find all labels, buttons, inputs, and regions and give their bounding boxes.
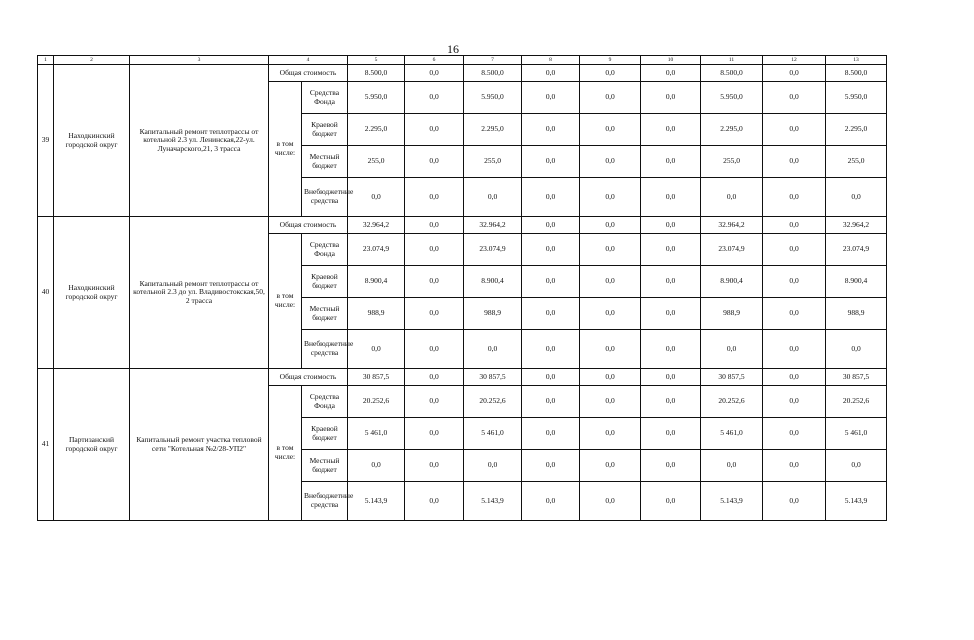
funding-source-label: Краевой бюджет: [302, 114, 348, 146]
column-number: 2: [54, 56, 130, 65]
cost-value-cell: 0,0: [522, 369, 580, 386]
cost-value-cell: 0,0: [522, 65, 580, 82]
cost-value-cell: 0,0: [641, 178, 701, 217]
cost-value-cell: 20.252,6: [348, 386, 405, 418]
cost-value-cell: 0,0: [464, 330, 522, 369]
cost-value-cell: 0,0: [763, 369, 826, 386]
cost-value-cell: 0,0: [580, 418, 641, 450]
cost-value-cell: 5.950,0: [348, 82, 405, 114]
funding-source-label: Внебюджетные средства: [302, 178, 348, 217]
cost-value-cell: 255,0: [348, 146, 405, 178]
cost-value-cell: 0,0: [580, 114, 641, 146]
cost-value-cell: 0,0: [522, 418, 580, 450]
total-cost-row: [38, 65, 974, 82]
cost-value-cell: 5 461,0: [701, 418, 763, 450]
cost-value-cell: 0,0: [405, 65, 464, 82]
cost-value-cell: 0,0: [580, 450, 641, 482]
cost-value-cell: 988,9: [826, 298, 887, 330]
cost-value-cell: 0,0: [641, 217, 701, 234]
cost-value-cell: 0,0: [348, 178, 405, 217]
cost-value-cell: 0,0: [405, 146, 464, 178]
row-number: 41: [38, 369, 54, 521]
cost-value-cell: 2.295,0: [464, 114, 522, 146]
cost-value-cell: 255,0: [701, 146, 763, 178]
cost-value-cell: 0,0: [405, 330, 464, 369]
cost-value-cell: 0,0: [641, 482, 701, 521]
funding-source-label: Местный бюджет: [302, 450, 348, 482]
cost-value-cell: 0,0: [522, 482, 580, 521]
cost-value-cell: 0,0: [641, 114, 701, 146]
cost-value-cell: 5.143,9: [464, 482, 522, 521]
cost-value-cell: 8.900,4: [464, 266, 522, 298]
row-number: 39: [38, 65, 54, 217]
cost-value-cell: 0,0: [641, 65, 701, 82]
cost-value-cell: 0,0: [701, 178, 763, 217]
cost-value-cell: 0,0: [580, 266, 641, 298]
cost-value-cell: 0,0: [580, 82, 641, 114]
cost-value-cell: 2.295,0: [348, 114, 405, 146]
cost-value-cell: 0,0: [405, 482, 464, 521]
project-description: Капитальный ремонт участка тепловой сети "Котельная №2/28-УП2": [130, 369, 269, 521]
cost-value-cell: 0,0: [522, 82, 580, 114]
cost-value-cell: 0,0: [826, 450, 887, 482]
column-number: 8: [522, 56, 580, 65]
cost-value-cell: 23.074,9: [348, 234, 405, 266]
cost-value-cell: 0,0: [348, 330, 405, 369]
column-number: 4: [269, 56, 348, 65]
cost-value-cell: 0,0: [641, 266, 701, 298]
cost-value-cell: 0,0: [405, 386, 464, 418]
cost-value-cell: 8.500,0: [826, 65, 887, 82]
project-description: Капитальный ремонт теплотрассы от котельной 2.3 до ул. Владивостокская,50, 2 трасса: [130, 217, 269, 369]
cost-value-cell: 5 461,0: [348, 418, 405, 450]
cost-value-cell: 988,9: [464, 298, 522, 330]
cost-value-cell: 0,0: [522, 234, 580, 266]
cost-value-cell: 0,0: [701, 330, 763, 369]
cost-value-cell: 0,0: [641, 82, 701, 114]
municipality-cell: Находкинский городской округ: [54, 65, 130, 217]
cost-value-cell: 30 857,5: [348, 369, 405, 386]
cost-value-cell: 0,0: [405, 114, 464, 146]
cost-value-cell: 0,0: [641, 418, 701, 450]
cost-value-cell: 32.964,2: [348, 217, 405, 234]
page-number: 16: [447, 42, 459, 56]
funding-source-label: Краевой бюджет: [302, 266, 348, 298]
cost-value-cell: 0,0: [522, 266, 580, 298]
cost-value-cell: 0,0: [763, 298, 826, 330]
cost-value-cell: 0,0: [763, 114, 826, 146]
cost-value-cell: 2.295,0: [826, 114, 887, 146]
cost-value-cell: 8.500,0: [348, 65, 405, 82]
cost-value-cell: 0,0: [641, 450, 701, 482]
cost-value-cell: 255,0: [826, 146, 887, 178]
row-number: 40: [38, 217, 54, 369]
cost-value-cell: 0,0: [763, 234, 826, 266]
cost-value-cell: 5.950,0: [701, 82, 763, 114]
including-label: в том числе:: [269, 234, 302, 369]
cost-value-cell: 0,0: [763, 418, 826, 450]
funding-table: [37, 55, 974, 521]
cost-value-cell: 0,0: [580, 298, 641, 330]
cost-value-cell: 23.074,9: [826, 234, 887, 266]
cost-value-cell: 8.900,4: [701, 266, 763, 298]
cost-value-cell: 23.074,9: [464, 234, 522, 266]
cost-value-cell: 0,0: [826, 178, 887, 217]
municipality-cell: Партизанский городской округ: [54, 369, 130, 521]
cost-value-cell: 32.964,2: [464, 217, 522, 234]
total-cost-row: [38, 217, 974, 234]
column-number: 3: [130, 56, 269, 65]
cost-value-cell: 0,0: [763, 330, 826, 369]
total-cost-label: Общая стоимость: [269, 217, 348, 234]
total-cost-label: Общая стоимость: [269, 369, 348, 386]
cost-value-cell: 0,0: [763, 146, 826, 178]
column-number-row: [38, 56, 974, 65]
cost-value-cell: 0,0: [701, 450, 763, 482]
cost-value-cell: 0,0: [826, 330, 887, 369]
cost-value-cell: 0,0: [763, 386, 826, 418]
cost-value-cell: 0,0: [641, 234, 701, 266]
column-number: 13: [826, 56, 887, 65]
cost-value-cell: 0,0: [522, 330, 580, 369]
funding-source-label: Средства Фонда: [302, 82, 348, 114]
cost-value-cell: 988,9: [348, 298, 405, 330]
cost-value-cell: 255,0: [464, 146, 522, 178]
cost-value-cell: 988,9: [701, 298, 763, 330]
cost-value-cell: 0,0: [580, 330, 641, 369]
cost-value-cell: 5.143,9: [826, 482, 887, 521]
cost-value-cell: 0,0: [405, 418, 464, 450]
total-cost-row: [38, 369, 974, 386]
funding-source-label: Внебюджетные средства: [302, 482, 348, 521]
column-number: 5: [348, 56, 405, 65]
cost-value-cell: 0,0: [763, 217, 826, 234]
column-number: 1: [38, 56, 54, 65]
cost-value-cell: 0,0: [405, 450, 464, 482]
cost-value-cell: 0,0: [641, 369, 701, 386]
cost-value-cell: 8.500,0: [464, 65, 522, 82]
cost-value-cell: 0,0: [464, 450, 522, 482]
cost-value-cell: 0,0: [763, 450, 826, 482]
cost-value-cell: 5 461,0: [826, 418, 887, 450]
cost-value-cell: 0,0: [641, 298, 701, 330]
cost-value-cell: 20.252,6: [464, 386, 522, 418]
cost-value-cell: 0,0: [763, 178, 826, 217]
including-label: в том числе:: [269, 386, 302, 521]
column-number: 12: [763, 56, 826, 65]
cost-value-cell: 23.074,9: [701, 234, 763, 266]
cost-value-cell: 30 857,5: [464, 369, 522, 386]
column-number: 10: [641, 56, 701, 65]
cost-value-cell: 0,0: [348, 450, 405, 482]
cost-value-cell: 0,0: [580, 178, 641, 217]
including-label: в том числе:: [269, 82, 302, 217]
funding-source-label: Местный бюджет: [302, 298, 348, 330]
cost-value-cell: 5.950,0: [826, 82, 887, 114]
cost-value-cell: 0,0: [763, 266, 826, 298]
cost-value-cell: 8.900,4: [826, 266, 887, 298]
cost-value-cell: 0,0: [580, 65, 641, 82]
cost-value-cell: 0,0: [405, 234, 464, 266]
cost-value-cell: 0,0: [522, 450, 580, 482]
cost-value-cell: 0,0: [580, 482, 641, 521]
column-number: 9: [580, 56, 641, 65]
cost-value-cell: 30 857,5: [826, 369, 887, 386]
column-number: 11: [701, 56, 763, 65]
cost-value-cell: 0,0: [580, 146, 641, 178]
funding-source-label: Средства Фонда: [302, 386, 348, 418]
cost-value-cell: 0,0: [522, 298, 580, 330]
cost-value-cell: 30 857,5: [701, 369, 763, 386]
column-number: 7: [464, 56, 522, 65]
cost-value-cell: 0,0: [522, 386, 580, 418]
cost-value-cell: 0,0: [580, 369, 641, 386]
cost-value-cell: 0,0: [522, 146, 580, 178]
funding-source-label: Внебюджетные средства: [302, 330, 348, 369]
cost-value-cell: 0,0: [405, 217, 464, 234]
cost-value-cell: 0,0: [641, 330, 701, 369]
cost-value-cell: 32.964,2: [826, 217, 887, 234]
total-cost-label: Общая стоимость: [269, 65, 348, 82]
cost-value-cell: 0,0: [580, 386, 641, 418]
cost-value-cell: 0,0: [522, 114, 580, 146]
cost-value-cell: 5.143,9: [701, 482, 763, 521]
cost-value-cell: 5.143,9: [348, 482, 405, 521]
municipality-cell: Находкинский городской округ: [54, 217, 130, 369]
column-number: 6: [405, 56, 464, 65]
cost-value-cell: 0,0: [763, 65, 826, 82]
funding-source-label: Краевой бюджет: [302, 418, 348, 450]
cost-value-cell: 32.964,2: [701, 217, 763, 234]
cost-value-cell: 0,0: [641, 146, 701, 178]
cost-value-cell: 0,0: [405, 298, 464, 330]
cost-value-cell: 0,0: [522, 217, 580, 234]
cost-value-cell: 0,0: [580, 217, 641, 234]
cost-value-cell: 8.500,0: [701, 65, 763, 82]
cost-value-cell: 0,0: [405, 82, 464, 114]
cost-value-cell: 2.295,0: [701, 114, 763, 146]
cost-value-cell: 0,0: [763, 82, 826, 114]
cost-value-cell: 0,0: [763, 482, 826, 521]
cost-value-cell: 0,0: [464, 178, 522, 217]
project-description: Капитальный ремонт теплотрассы от котельной 2.3 ул. Ленинская,22-ул. Луначарского,21, 3 трасса: [130, 65, 269, 217]
cost-value-cell: 0,0: [580, 234, 641, 266]
funding-source-label: Средства Фонда: [302, 234, 348, 266]
cost-value-cell: 5.950,0: [464, 82, 522, 114]
cost-value-cell: 0,0: [405, 369, 464, 386]
cost-value-cell: 0,0: [405, 178, 464, 217]
cost-value-cell: 20.252,6: [701, 386, 763, 418]
funding-source-label: Местный бюджет: [302, 146, 348, 178]
cost-value-cell: 8.900,4: [348, 266, 405, 298]
cost-value-cell: 0,0: [641, 386, 701, 418]
cost-value-cell: 20.252,6: [826, 386, 887, 418]
cost-value-cell: 0,0: [522, 178, 580, 217]
cost-value-cell: 5 461,0: [464, 418, 522, 450]
cost-value-cell: 0,0: [405, 266, 464, 298]
